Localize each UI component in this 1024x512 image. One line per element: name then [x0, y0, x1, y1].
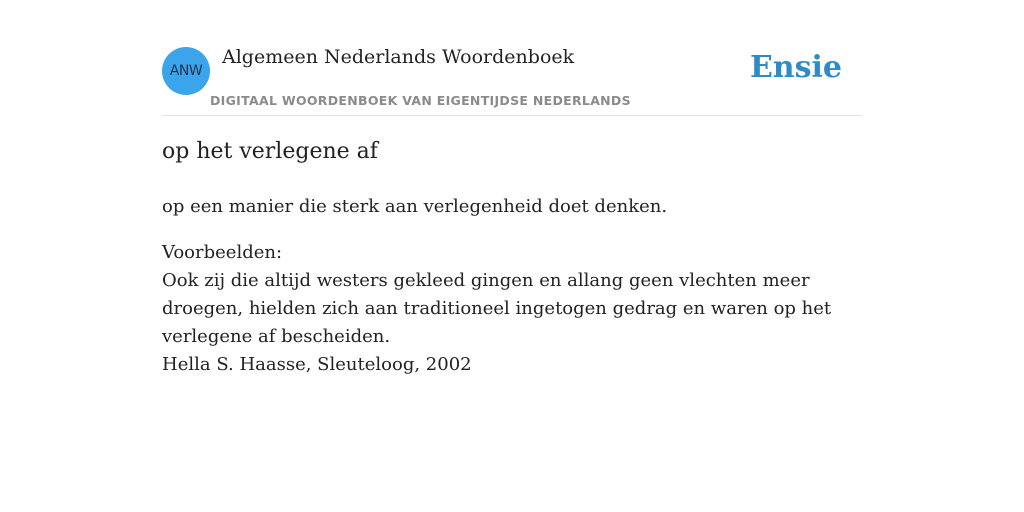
- site-subtitle: DIGITAAL WOORDENBOEK VAN EIGENTIJDSE NEDERLANDS: [210, 93, 631, 108]
- site-title[interactable]: Algemeen Nederlands Woordenboek: [222, 46, 575, 68]
- examples-section: [162, 239, 862, 379]
- page-container: [162, 0, 862, 512]
- example-text: Ook zij die altijd westers gekleed gingen en allang geen vlechten meer droegen, hielden zich aan traditioneel ingetogen gedrag en waren op het verlegene af bescheiden.: [162, 270, 832, 347]
- anw-logo[interactable]: [162, 47, 210, 95]
- example-source: Hella S. Haasse, Sleuteloog, 2002: [162, 354, 472, 375]
- site-header: [162, 0, 862, 116]
- examples-label: Voorbeelden:: [162, 242, 283, 263]
- entry-title: op het verlegene af: [162, 139, 378, 164]
- logo-text: ANW: [169, 63, 203, 79]
- entry-definition: op een manier die sterk aan verlegenheid doet denken.: [162, 196, 668, 217]
- ensie-brand-link[interactable]: Ensie: [749, 50, 842, 85]
